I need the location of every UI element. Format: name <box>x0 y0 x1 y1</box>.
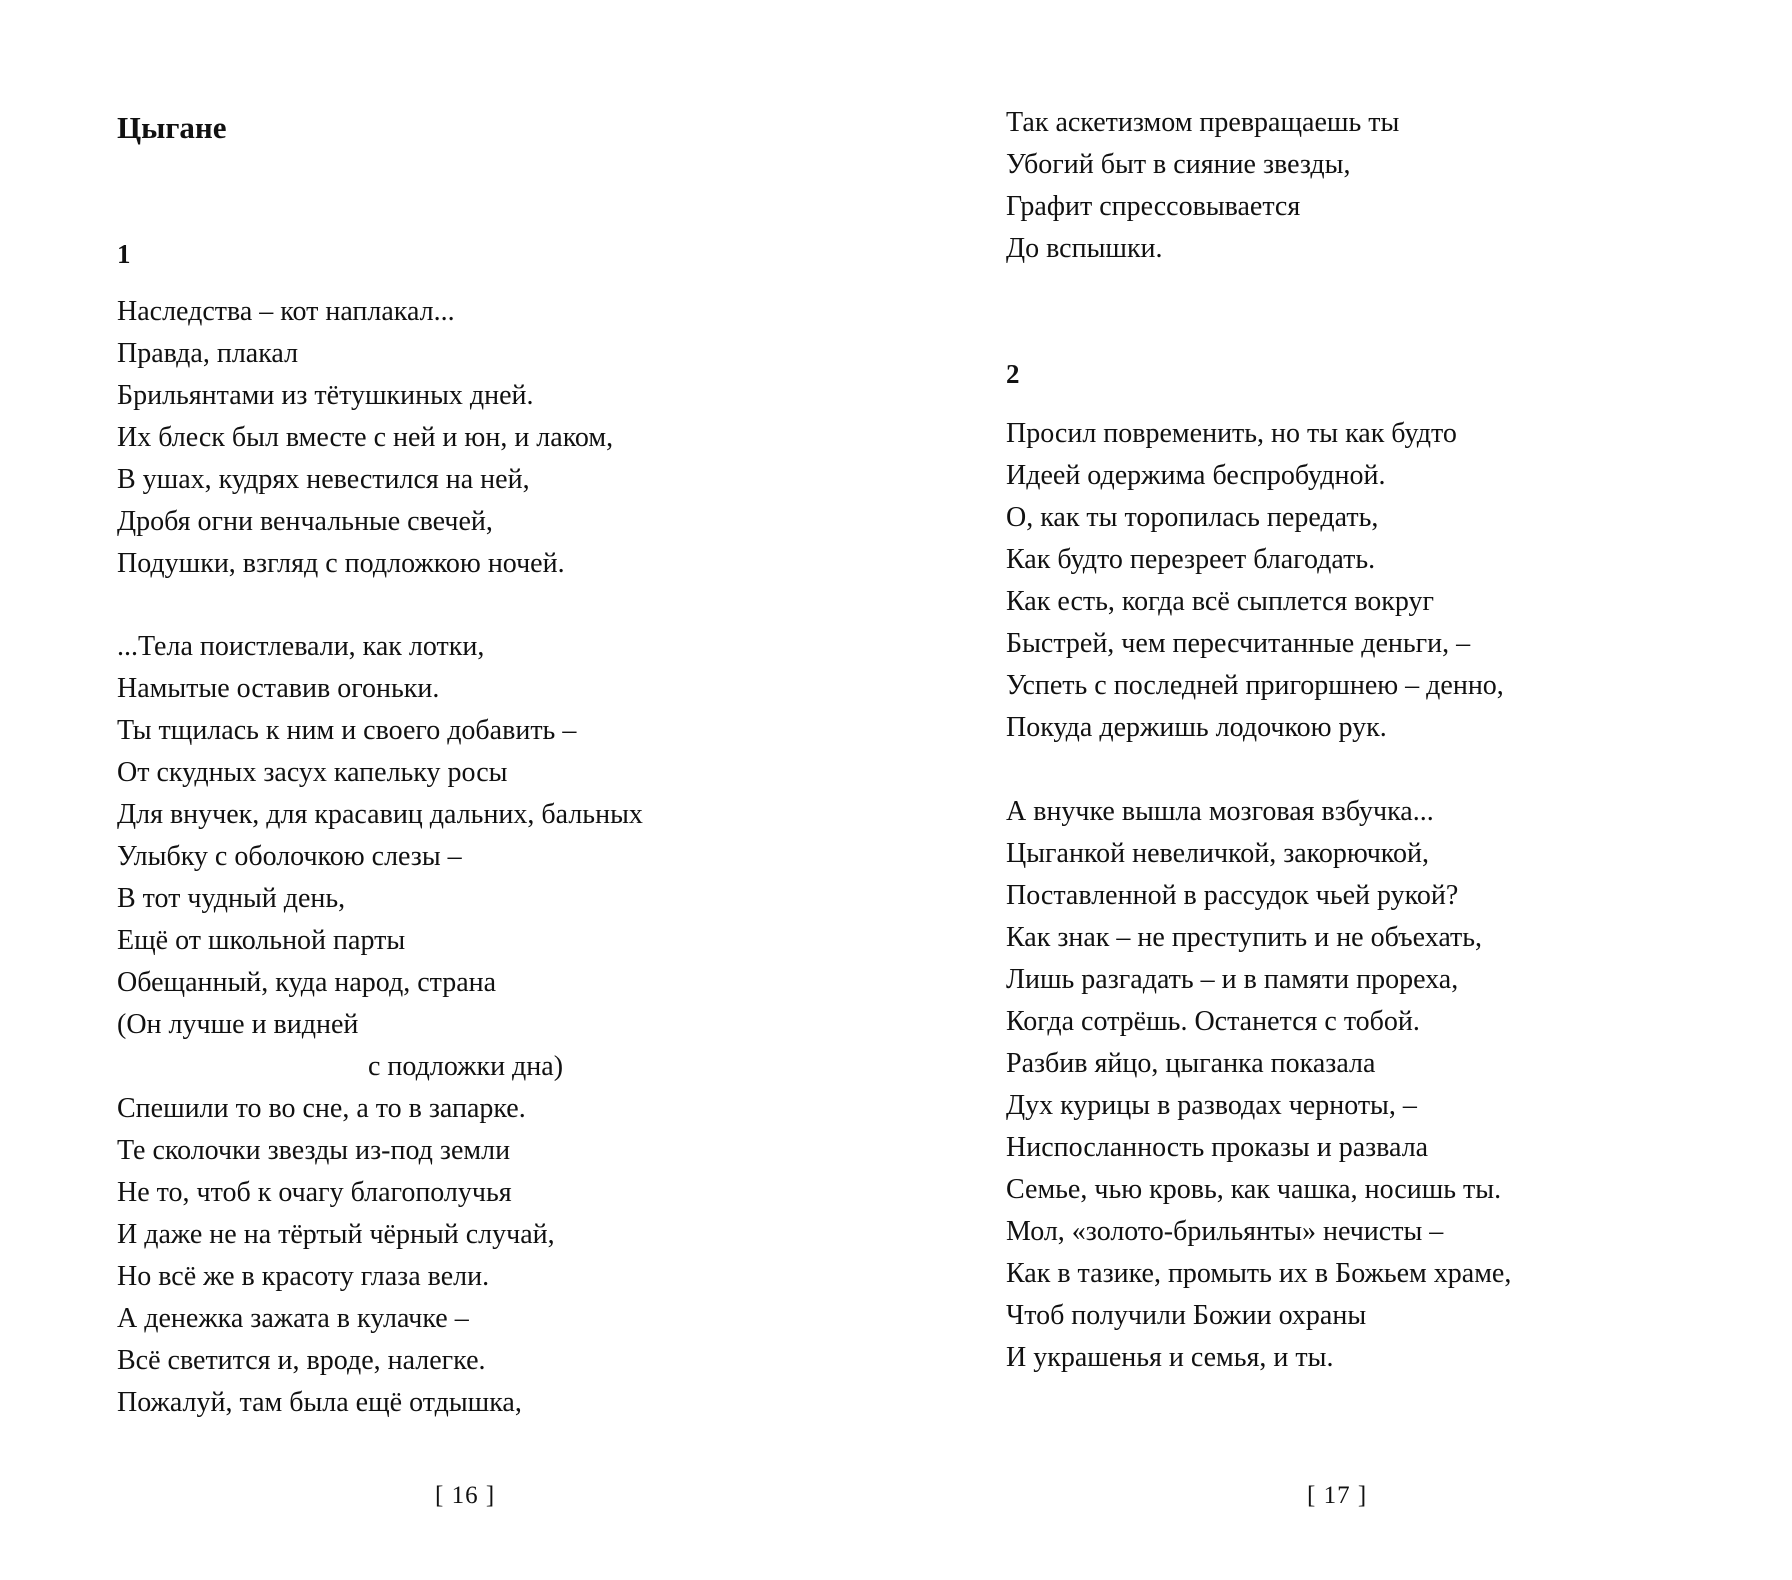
poem-line: Просил повременить, но ты как будто <box>1006 418 1457 449</box>
poem-line: Мол, «золото-брильянты» нечисты – <box>1006 1216 1444 1247</box>
poem-line: Убогий быт в сияние звезды, <box>1006 149 1351 180</box>
poem-line: Ещё от школьной парты <box>117 925 406 956</box>
poem-line: Покуда держишь лодочкою рук. <box>1006 712 1387 743</box>
poem-line: Успеть с последней пригоршнею – денно, <box>1006 670 1504 701</box>
poem-line: Дух курицы в разводах черноты, – <box>1006 1090 1417 1121</box>
poem-line: Идеей одержима беспробудной. <box>1006 460 1386 491</box>
poem-line: Дробя огни венчальные свечей, <box>117 506 493 537</box>
poem-line: Как в тазике, промыть их в Божьем храме, <box>1006 1258 1512 1289</box>
poem-line: Быстрей, чем пересчитанные деньги, – <box>1006 628 1471 659</box>
right-page <box>896 0 1792 1580</box>
page-number-right: [ 17 ] <box>1307 1482 1368 1509</box>
poem-line: Так аскетизмом превращаешь ты <box>1006 107 1400 138</box>
poem-line: Те сколочки звезды из-под земли <box>117 1135 511 1166</box>
poem-line: Брильянтами из тётушкиных дней. <box>117 380 534 411</box>
poem-line: Разбив яйцо, цыганка показала <box>1006 1048 1376 1079</box>
page-number-left: [ 16 ] <box>435 1482 496 1509</box>
poem-line-indented: с подложки дна) <box>368 1051 564 1082</box>
poem-line: Ниспосланность проказы и развала <box>1006 1132 1429 1163</box>
poem-line: (Он лучше и видней <box>117 1009 359 1040</box>
poem-line: ...Тела поистлевали, как лотки, <box>117 631 485 662</box>
poem-line: В ушах, кудрях невестился на ней, <box>117 464 530 495</box>
stanza-1-2 <box>117 626 643 1424</box>
poem-line: Наследства – кот наплакал... <box>117 296 455 327</box>
stanza-1-1 <box>117 291 613 585</box>
poem-line: А денежка зажата в кулачке – <box>117 1303 469 1334</box>
poem-line: Графит спрессовывается <box>1006 191 1301 222</box>
section-number-2: 2 <box>1006 359 1020 389</box>
poem-line: Но всё же в красоту глаза вели. <box>117 1261 490 1292</box>
poem-line: Всё светится и, вроде, налегке. <box>117 1345 486 1376</box>
poem-line: Их блеск был вместе с ней и юн, и лаком, <box>117 422 614 453</box>
poem-line: Улыбку с оболочкою слезы – <box>117 841 462 872</box>
poem-line: Семье, чью кровь, как чашка, носишь ты. <box>1006 1174 1502 1205</box>
poem-line: Для внучек, для красавиц дальних, бальных <box>117 799 643 830</box>
poem-line: О, как ты торопилась передать, <box>1006 502 1379 533</box>
poem-line: Как есть, когда всё сыплется вокруг <box>1006 586 1435 617</box>
poem-line: Цыганкой невеличкой, закорючкой, <box>1006 838 1429 869</box>
poem-line: До вспышки. <box>1006 233 1163 264</box>
poem-line: Как знак – не преступить и не объехать, <box>1006 922 1483 953</box>
poem-line: Намытые оставив огоньки. <box>117 673 440 704</box>
poem-line: Лишь разгадать – и в памяти прореха, <box>1006 964 1459 995</box>
poem-line: Подушки, взгляд с подложкою ночей. <box>117 548 565 579</box>
poem-line: От скудных засух капельку росы <box>117 757 508 788</box>
poem-line: В тот чудный день, <box>117 883 346 914</box>
poem-line: Чтоб получили Божии охраны <box>1006 1300 1367 1331</box>
poem-line: Поставленной в рассудок чьей рукой? <box>1006 880 1459 911</box>
poem-line: И украшенья и семья, и ты. <box>1006 1342 1334 1373</box>
poem-line: Пожалуй, там была ещё отдышка, <box>117 1387 522 1418</box>
poem-line: А внучке вышла мозговая взбучка... <box>1006 796 1434 827</box>
poem-line: Не то, чтоб к очагу благополучья <box>117 1177 512 1208</box>
stanza-2-1 <box>1006 413 1504 749</box>
poem-line: Ты тщилась к ним и своего добавить – <box>117 715 577 746</box>
stanza-2-2 <box>1006 791 1511 1379</box>
poem-line: Обещанный, куда народ, страна <box>117 967 497 998</box>
section-number-1: 1 <box>117 239 131 269</box>
poem-line: И даже не на тёртый чёрный случай, <box>117 1219 555 1250</box>
poem-line: Спешили то во сне, а то в запарке. <box>117 1093 526 1124</box>
poem-title: Цыгане <box>117 110 227 145</box>
stanza-1-continued <box>1006 102 1399 270</box>
poem-line: Как будто перезреет благодать. <box>1006 544 1376 575</box>
poem-line: Правда, плакал <box>117 338 299 369</box>
poem-line: Когда сотрёшь. Останется с тобой. <box>1006 1006 1420 1037</box>
